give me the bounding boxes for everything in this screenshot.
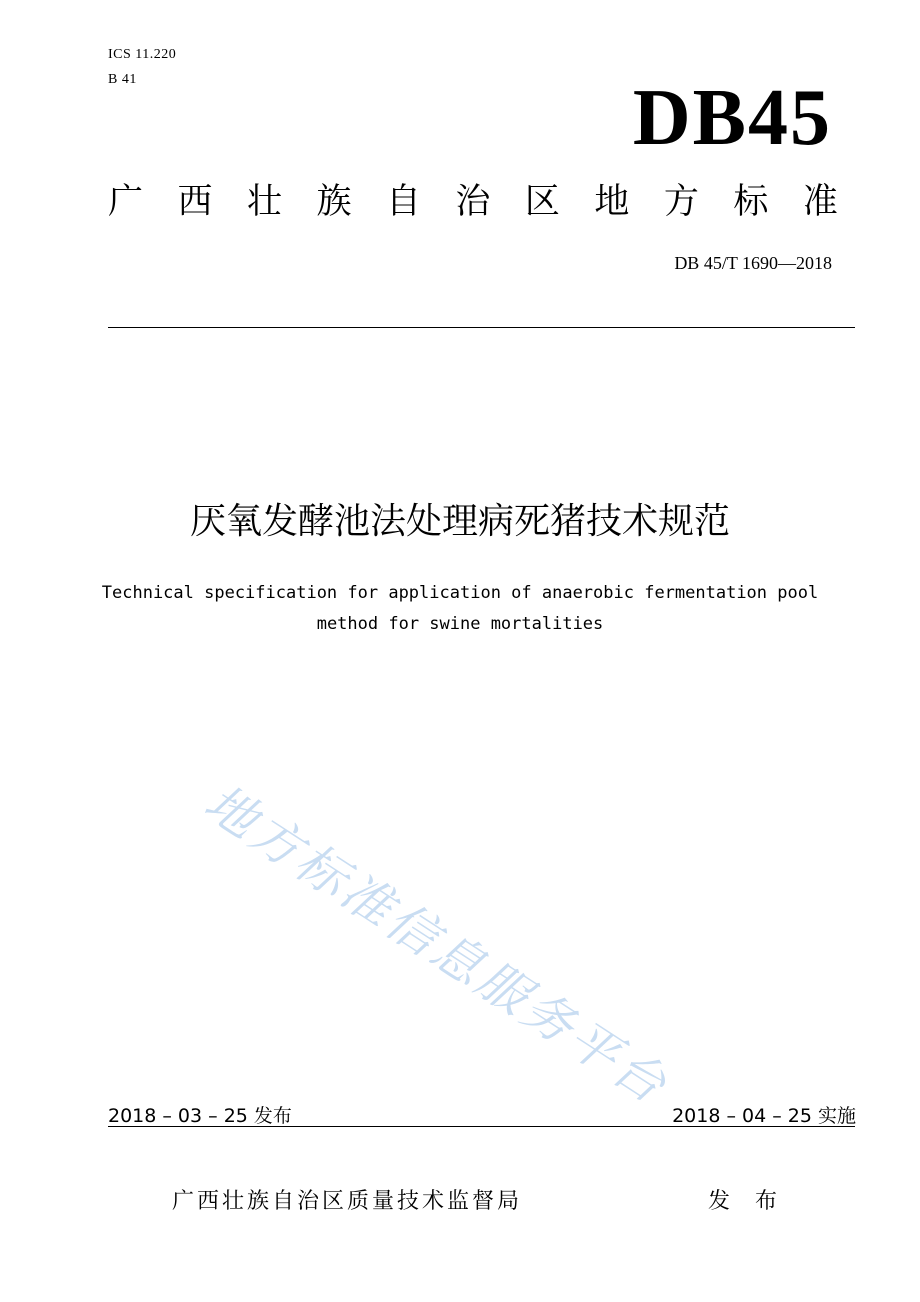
standard-type-char: 自 [385, 182, 421, 222]
standard-type-char: 广 [108, 182, 144, 222]
issuing-authority: 广西壮族自治区质量技术监督局 [172, 1189, 523, 1214]
standard-type-char: 治 [455, 182, 491, 222]
db-mark: DB45 [632, 74, 832, 162]
watermark-text: 地方标准信息服务平台 [194, 773, 679, 1116]
title-english-line-2: method for swine mortalities [316, 614, 604, 634]
standard-type-char: 区 [524, 182, 560, 222]
standard-type-char: 壮 [246, 182, 282, 222]
title-english [60, 578, 860, 640]
title-chinese: 厌氧发酵池法处理病死猪技术规范 [189, 501, 730, 542]
ccs-code: B 41 [108, 72, 137, 87]
standard-type-char: 标 [733, 182, 769, 222]
issue-date: 2018 – 03 – 25 发布 [108, 1105, 292, 1127]
ics-code: ICS 11.220 [108, 47, 177, 62]
standard-type-char: 方 [663, 182, 699, 222]
issue-label: 发 布 [708, 1189, 786, 1214]
standard-type-char: 族 [316, 182, 352, 222]
standard-number: DB 45/T 1690—2018 [674, 253, 832, 273]
implementation-date: 2018 – 04 – 25 实施 [672, 1105, 856, 1127]
standard-type-char: 准 [802, 182, 838, 222]
top-divider [108, 327, 855, 328]
standard-type-char: 西 [177, 182, 213, 222]
standard-type-char: 地 [594, 182, 630, 222]
standard-type [108, 180, 838, 224]
title-english-line-1: Technical specification for application of anaerobic fermentation pool [101, 583, 819, 603]
bottom-divider [108, 1126, 855, 1127]
